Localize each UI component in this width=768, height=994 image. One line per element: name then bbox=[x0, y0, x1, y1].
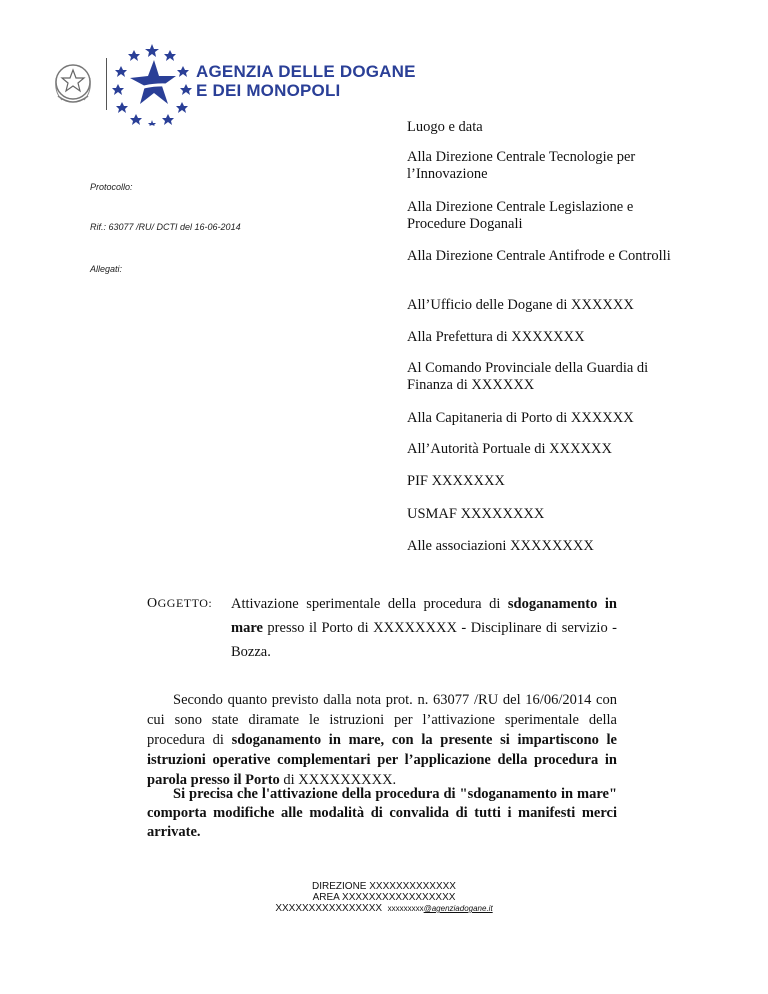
recipient-10: USMAF XXXXXXXX bbox=[407, 506, 545, 522]
agency-name-line1: AGENZIA DELLE DOGANE bbox=[196, 62, 416, 81]
subject-label bbox=[147, 596, 212, 612]
footer-direzione: DIREZIONE XXXXXXXXXXXXX bbox=[312, 881, 456, 892]
subject-text bbox=[231, 592, 617, 664]
subject-text-part2: presso il Porto di XXXXXXXX - Disciplinare di servizio - Bozza. bbox=[231, 620, 617, 660]
header-divider bbox=[106, 58, 107, 110]
subject-label-rest: GGETTO: bbox=[157, 596, 213, 610]
subject-text-part1: Attivazione sperimentale della procedura di bbox=[231, 596, 508, 612]
footer-line3: XXXXXXXXXXXXXXXX bbox=[275, 903, 383, 914]
body-paragraph-1 bbox=[147, 690, 617, 790]
agency-name bbox=[196, 62, 416, 100]
agency-name-line2: E DEI MONOPOLI bbox=[196, 81, 341, 100]
footer-area: AREA XXXXXXXXXXXXXXXXX bbox=[312, 892, 456, 903]
recipient-9: PIF XXXXXXX bbox=[407, 473, 505, 489]
recipient-2: Alla Direzione Centrale Legislazione e Procedure Doganali bbox=[407, 199, 634, 232]
republic-emblem-icon bbox=[50, 58, 96, 110]
recipient-7: Alla Capitaneria di Porto di XXXXXX bbox=[407, 410, 634, 426]
p1-text-2: di XXXXXXXXX. bbox=[279, 772, 397, 788]
p1-bold: sdoganamento in mare, con la presente si impartiscono le istruzioni operative complementari per l’applicazione della procedura in parola presso il Porto bbox=[147, 732, 617, 788]
recipient-8: All’Autorità Portuale di XXXXXX bbox=[407, 441, 612, 457]
footer-email-local: xxxxxxxxx bbox=[387, 904, 424, 913]
recipient-5: Alla Prefettura di XXXXXXX bbox=[407, 329, 585, 345]
footer-email-domain[interactable]: @agenziadogane.it bbox=[423, 904, 493, 913]
recipient-4: All’Ufficio delle Dogane di XXXXXX bbox=[407, 297, 634, 313]
recipient-11: Alle associazioni XXXXXXXX bbox=[407, 538, 594, 554]
subject-text-bold: sdoganamento in mare bbox=[231, 596, 617, 636]
body-paragraph-2: Si precisa che l'attivazione della procedura di "sdoganamento in mare" comporta modifiche alle modalità di convalida di tutti i manifesti merci arrivate. bbox=[147, 786, 617, 840]
rif-label: Rif.: 63077 /RU/ DCTI del 16-06-2014 bbox=[90, 222, 241, 232]
recipient-1: Alla Direzione Centrale Tecnologie per l’Innovazione bbox=[407, 149, 636, 182]
recipient-3: Alla Direzione Centrale Antifrode e Controlli bbox=[407, 248, 671, 264]
protocollo-label: Protocollo: bbox=[90, 182, 133, 192]
footer-contact bbox=[0, 903, 768, 914]
recipient-6: Al Comando Provinciale della Guardia di Finanza di XXXXXX bbox=[407, 360, 649, 393]
luogo-e-data: Luogo e data bbox=[407, 119, 483, 135]
star-circle-logo-icon bbox=[110, 42, 194, 126]
subject-label-initial: O bbox=[147, 596, 158, 611]
allegati-label: Allegati: bbox=[90, 264, 123, 274]
p1-text-1: Secondo quanto previsto dalla nota prot. n. 63077 /RU del 16/06/2014 con cui sono state diramate le istruzioni per l’attivazione sperimentale della procedura di bbox=[147, 692, 617, 748]
